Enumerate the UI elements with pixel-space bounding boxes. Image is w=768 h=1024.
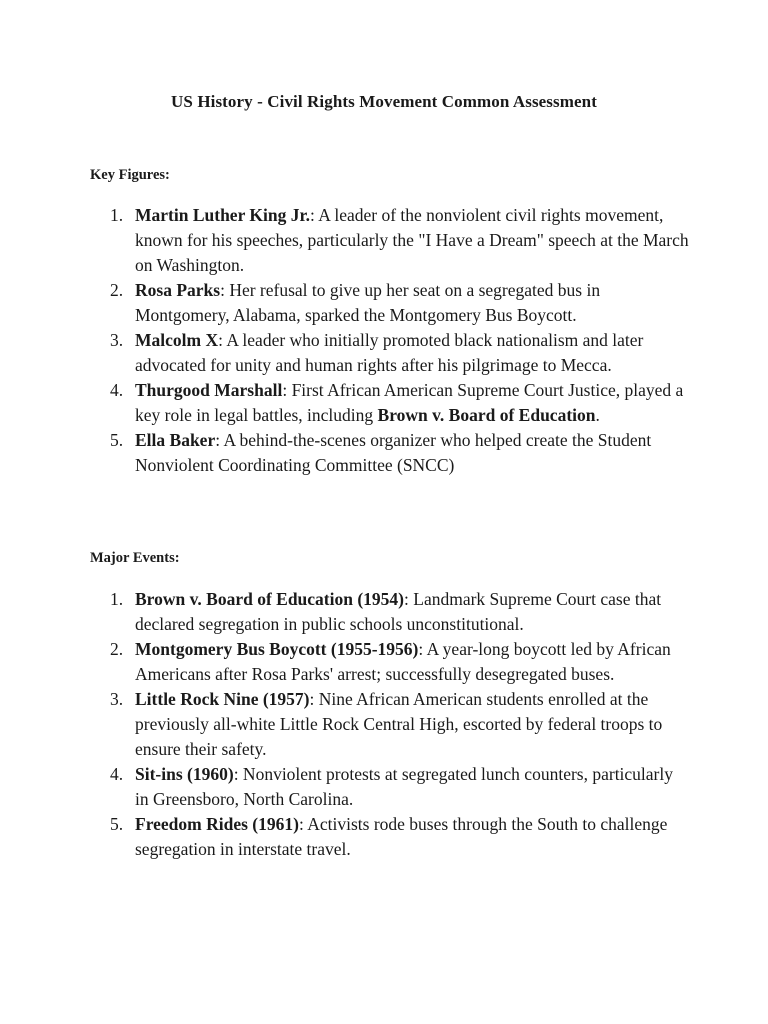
list-item [90,203,690,278]
list-number: 3. [110,330,124,350]
list-number: 1. [110,589,124,609]
item-term: Brown v. Board of Education (1954) [135,589,405,609]
list-item [90,428,690,478]
list-item [90,637,690,687]
list-item [90,278,690,328]
list-number: 1. [110,205,124,225]
item-description-end: . [595,405,600,425]
item-term: Thurgood Marshall [135,380,283,400]
item-description: : A leader of the nonviolent civil rights movement, known for his speeches, particularly the "I Have a Dream" speech at the March on Washington. [135,205,689,275]
item-term: Ella Baker [135,430,216,450]
item-term: Rosa Parks [135,280,221,300]
item-description: : Her refusal to give up her seat on a segregated bus in Montgomery, Alabama, sparked the Montgomery Bus Boycott. [135,280,601,325]
list-number: 5. [110,430,124,450]
list-item [90,812,690,862]
item-description: : Nonviolent protests at segregated lunch counters, particularly in Greensboro, North Carolina. [135,764,673,809]
item-term: Montgomery Bus Boycott (1955-1956) [135,639,419,659]
item-term: Malcolm X [135,330,219,350]
list-item [90,587,690,637]
list-item [90,328,690,378]
item-term: Martin Luther King Jr. [135,205,311,225]
item-term: Freedom Rides (1961) [135,814,299,834]
section-heading-key-figures: Key Figures: [90,167,170,183]
key-figures-list [90,203,690,478]
section-heading-major-events: Major Events: [90,550,180,566]
item-description: : A year-long boycott led by African Americans after Rosa Parks' arrest; successfully desegregated buses. [135,639,671,684]
list-number: 4. [110,764,124,784]
item-description: : Landmark Supreme Court case that declared segregation in public schools unconstitutional. [135,589,662,634]
list-item [90,762,690,812]
item-description: : A behind-the-scenes organizer who helped create the Student Nonviolent Coordinating Committee (SNCC) [135,430,652,475]
item-description: : A leader who initially promoted black nationalism and later advocated for unity and human rights after his pilgrimage to Mecca. [135,330,644,375]
list-number: 2. [110,280,124,300]
item-emphasis: Brown v. Board of Education [377,405,596,425]
list-number: 4. [110,380,124,400]
document-title: US History - Civil Rights Movement Common Assessment [171,92,597,111]
item-term: Sit-ins (1960) [135,764,234,784]
list-number: 5. [110,814,124,834]
major-events-list [90,587,690,862]
item-description: : Nine African American students enrolled at the previously all-white Little Rock Central High, escorted by federal troops to ensure their safety. [135,689,663,759]
list-number: 3. [110,689,124,709]
list-item [90,687,690,762]
item-description: : First African American Supreme Court Justice, played a key role in legal battles, including [135,380,684,425]
item-description: : Activists rode buses through the South to challenge segregation in interstate travel. [135,814,668,859]
item-term: Little Rock Nine (1957) [135,689,310,709]
list-item [90,378,690,428]
list-number: 2. [110,639,124,659]
